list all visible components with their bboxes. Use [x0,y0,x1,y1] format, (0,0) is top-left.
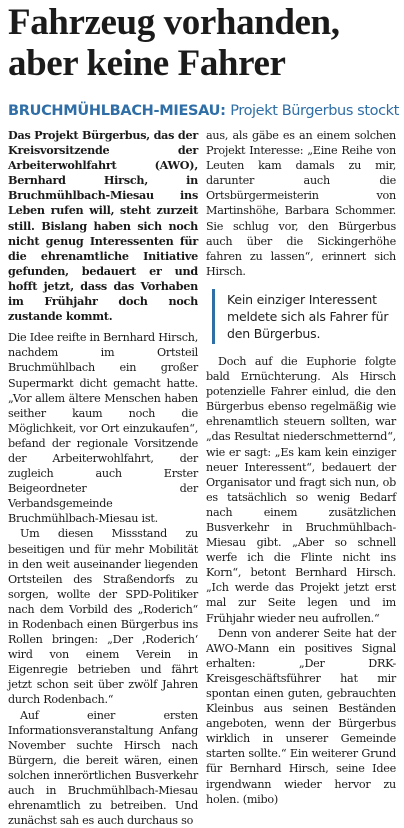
dateline [8,102,404,120]
body-paragraph-continuation: aus, als gäbe es an einem solchen Projekt Interesse: „Eine Reihe von Leuten kam damals zu mir, darunter auch die Ortsbürgermeisterin von Martinshöhe, Barbara Schommer. Sie schlug vor, den Bürgerbus auch über die Sickingerhöhe fahren zu lassen“, erinnert sich Hirsch. [206,129,396,278]
headline-line-1: Fahrzeug vorhanden, [8,2,340,43]
pull-quote: Kein einziger Interessent meldete sich als Fahrer für den Bürgerbus. [212,289,396,344]
article-column-left [8,128,198,828]
article-column-right [206,128,396,807]
body-paragraph: Auf einer ersten Informationsveranstaltung Anfang November suchte Hirsch nach Bürgern, die bereit wären, einen solchen innerörtlichen Busverkehr auch in Bruchmühlbach-Miesau ehrenamtlich zu betreiben. Und zunächst sah es auch durchaus so [8,708,198,828]
headline-line-2: aber keine Fahrer [8,43,286,84]
dateline-topic: Projekt Bürgerbus stockt [230,103,399,119]
body-paragraph: Denn von anderer Seite hat der AWO-Mann ein positives Signal erhalten: „Der DRK-Kreisgeschäftsführer hat mir spontan einen guten, gebrauchten Kleinbus aus seinen Beständen angeboten, wenn der Bürgerbus wirklich in unserer Gemeinde starten sollte.“ Ein weiterer Grund für Bernhard Hirsch, seine Idee irgendwann wieder hervor zu holen. (mibo) [206,626,396,806]
headline [8,2,400,84]
dateline-place: BRUCHMÜHLBACH-MIESAU: [8,103,226,119]
body-paragraph: Die Idee reifte in Bernhard Hirsch, nachdem im Ortsteil Bruchmühlbach ein großer Supermarkt dicht gemacht hatte. „Vor allem ältere Menschen haben seither kaum noch die Möglichkeit, vor Ort einzukaufen“, befand der regionale Vorsitzende der Arbeiterwohlfahrt, der zugleich auch Erster Beigeordneter der Verbandsgemeinde Bruchmühlbach-Miesau ist. [8,331,198,526]
lead-paragraph: Das Projekt Bürgerbus, das der Kreisvorsitzende der Arbeiterwohlfahrt (AWO), Bernhard Hirsch, in Bruchmühlbach-Miesau ins Leben rufen will, steht zurzeit still. Bislang haben sich noch nicht genug Interessenten für die ehrenamtliche Initiative gefunden, bedauert er und hofft jetzt, dass das Vorhaben im Frühjahr doch noch zustande kommt. [8,128,198,324]
body-paragraph: Doch auf die Euphorie folgte bald Ernüchterung. Als Hirsch potenzielle Fahrer einlud, die den Bürgerbus ebenso regelmäßig wie ehrenamtlich steuern sollten, war „das Resultat niederschmetternd“, wie er sagt: „Es kam kein einziger neuer Interessent“, bedauert der Organisator und fragt sich nun, ob es tatsächlich so wenig Bedarf nach einem zusätzlichen Busverkehr in Bruchmühlbach-Miesau gibt. „Aber so schnell werfe ich die Flinte nicht ins Korn“, betont Bernhard Hirsch. „Ich werde das Projekt jetzt erst mal zur Seite legen und im Frühjahr wieder neu aufrollen.“ [206,354,396,625]
body-paragraph: Um diesen Missstand zu beseitigen und für mehr Mobilität in den weit auseinander liegenden Ortsteilen des Straßendorfs zu sorgen, wollte der SPD-Politiker nach dem Vorbild des „Roderich“ in Rodenbach einen Bürgerbus ins Rollen bringen: „Der ‚Roderich‘ wird von einem Verein in Eigenregie betrieben und fährt jetzt schon seit über zwölf Jahren durch Rodenbach.“ [8,527,198,707]
